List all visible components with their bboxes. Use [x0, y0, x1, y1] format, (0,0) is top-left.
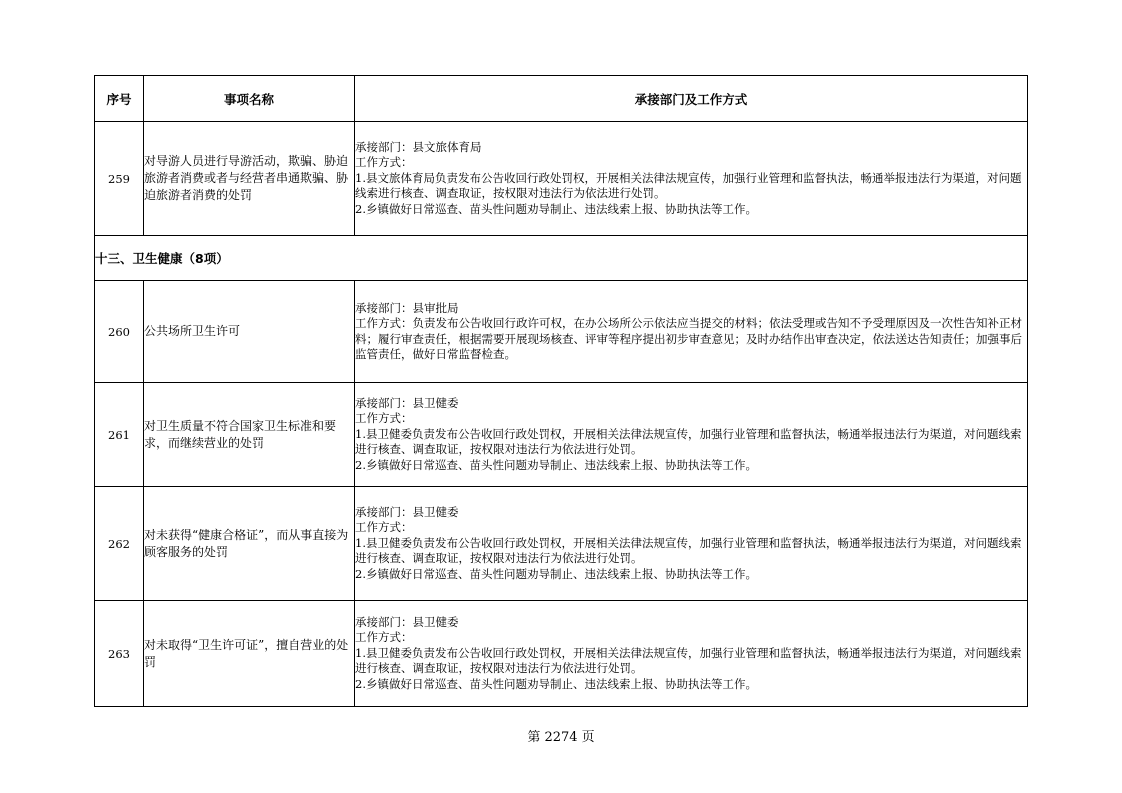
header-department-and-method: 承接部门及工作方式 — [355, 76, 1028, 122]
section-row — [95, 236, 1028, 281]
method-line: 1.县卫健委负责发布公告收回行政处罚权，开展相关法律法规宣传，加强行业管理和监督执法，畅通举报违法行为渠道，对问题线索进行核查、调查取证，按权限对违法行为依法进行处罚。 — [355, 426, 1022, 457]
method-line: 2.乡镇做好日常巡查、苗头性问题劝导制止、违法线索上报、协助执法等工作。 — [355, 676, 757, 691]
row-serial-number: 259 — [95, 122, 144, 236]
method-line: 工作方式： — [355, 155, 413, 170]
table-row — [95, 601, 1028, 707]
method-line: 工作方式： — [355, 630, 413, 645]
table-row — [95, 487, 1028, 601]
table-row — [95, 383, 1028, 487]
row-item-name: 对导游人员进行导游活动，欺骗、胁迫旅游者消费或者与经营者串通欺骗、胁迫旅游者消费的处罚 — [144, 122, 355, 236]
method-line: 承接部门：县文旅体育局 — [355, 139, 482, 154]
header-serial-number: 序号 — [95, 76, 144, 122]
row-item-name: 对未获得“健康合格证”，而从事直接为顾客服务的处罚 — [144, 487, 355, 601]
method-line: 承接部门：县卫健委 — [355, 395, 459, 410]
method-line: 工作方式： — [355, 520, 413, 535]
page-number: 第 2274 页 — [527, 730, 595, 745]
section-title: 十三、卫生健康（8项） — [95, 236, 1028, 281]
method-line: 1.县文旅体育局负责发布公告收回行政处罚权，开展相关法律法规宣传，加强行业管理和监督执法，畅通举报违法行为渠道，对问题线索进行核查、调查取证，按权限对违法行为依法进行处罚。 — [355, 170, 1022, 201]
method-line: 工作方式： — [355, 411, 413, 426]
table-row — [95, 122, 1028, 236]
method-line: 承接部门：县卫健委 — [355, 504, 459, 519]
service-items-table — [94, 75, 1028, 707]
row-department-method — [355, 601, 1028, 707]
row-department-method — [355, 281, 1028, 383]
method-line: 2.乡镇做好日常巡查、苗头性问题劝导制止、违法线索上报、协助执法等工作。 — [355, 201, 757, 216]
header-item-name: 事项名称 — [144, 76, 355, 122]
row-item-name: 对卫生质量不符合国家卫生标准和要求，而继续营业的处罚 — [144, 383, 355, 487]
method-line: 承接部门：县审批局 — [355, 300, 459, 315]
method-line: 2.乡镇做好日常巡查、苗头性问题劝导制止、违法线索上报、协助执法等工作。 — [355, 566, 757, 581]
row-serial-number: 262 — [95, 487, 144, 601]
method-line: 承接部门：县卫健委 — [355, 614, 459, 629]
row-item-name: 对未取得“卫生许可证”，擅自营业的处罚 — [144, 601, 355, 707]
method-line: 2.乡镇做好日常巡查、苗头性问题劝导制止、违法线索上报、协助执法等工作。 — [355, 457, 757, 472]
table-header-row — [95, 76, 1028, 122]
row-item-name: 公共场所卫生许可 — [144, 281, 355, 383]
row-serial-number: 263 — [95, 601, 144, 707]
method-line: 1.县卫健委负责发布公告收回行政处罚权，开展相关法律法规宣传，加强行业管理和监督执法，畅通举报违法行为渠道，对问题线索进行核查、调查取证，按权限对违法行为依法进行处罚。 — [355, 645, 1022, 676]
table-row — [95, 281, 1028, 383]
row-department-method — [355, 383, 1028, 487]
row-serial-number: 260 — [95, 281, 144, 383]
row-serial-number: 261 — [95, 383, 144, 487]
row-department-method — [355, 122, 1028, 236]
row-department-method — [355, 487, 1028, 601]
method-line: 工作方式：负责发布公告收回行政许可权，在办公场所公示依法应当提交的材料；依法受理或告知不予受理原因及一次性告知补正材料；履行审查责任，根据需要开展现场核查、评审等程序提出初步审查意见；及时办结作出审查决定，依法送达告知责任；加强事后监管责任，做好日常监督检查。 — [355, 316, 1022, 361]
method-line: 1.县卫健委负责发布公告收回行政处罚权，开展相关法律法规宣传，加强行业管理和监督执法，畅通举报违法行为渠道，对问题线索进行核查、调查取证，按权限对违法行为依法进行处罚。 — [355, 535, 1022, 566]
